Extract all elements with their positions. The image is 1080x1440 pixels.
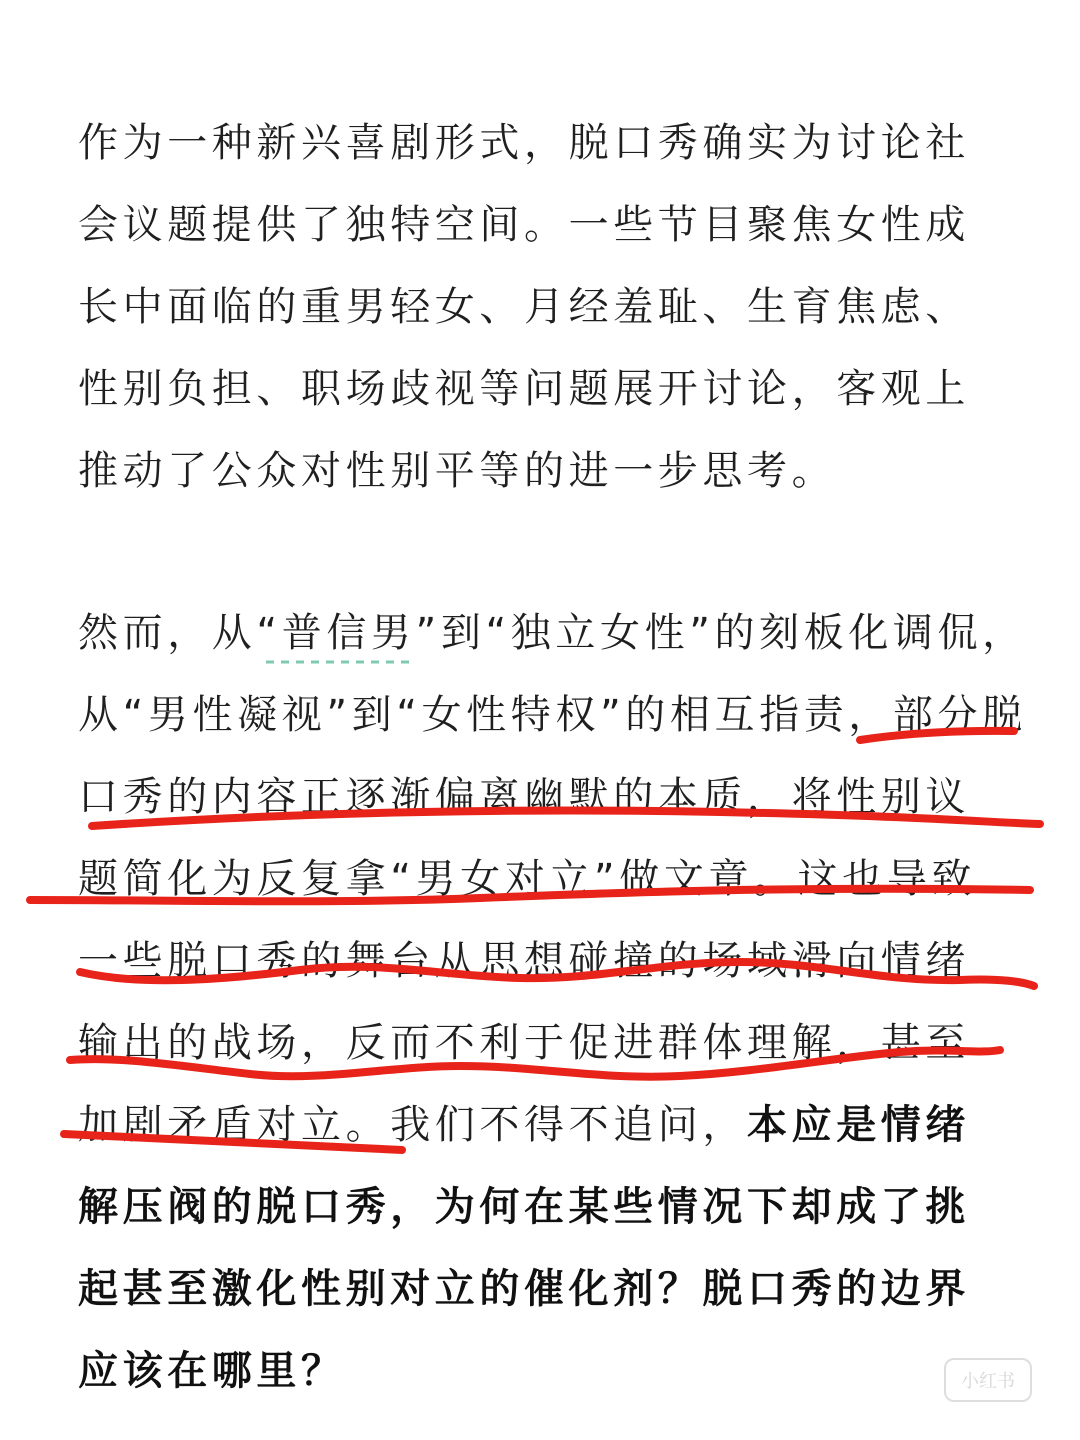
paragraph-1-line: 长中面临的重男轻女、月经羞耻、生育焦虑、 — [78, 284, 970, 330]
paragraph-1 — [78, 102, 1008, 512]
paragraph-2-line: 一些脱口秀的舞台从思想碰撞的场域滑向情绪 — [78, 938, 970, 984]
paragraph-1-line: 会议题提供了独特空间。一些节目聚焦女性成 — [78, 202, 970, 248]
keyword-link-puxinnan[interactable]: 普信男 — [281, 610, 416, 656]
paragraph-2-line: 题简化为反复拿“男女对立”做文章。这也导致 — [78, 856, 977, 902]
watermark-text: 小红书 — [961, 1371, 1015, 1392]
text-run: 然而，从“ — [78, 610, 282, 656]
paragraph-2-line — [78, 674, 1027, 756]
bold-text-run: 本应是情绪 — [747, 1102, 970, 1148]
paragraph-1-line: 性别负担、职场歧视等问题展开讨论，客观上 — [78, 366, 970, 412]
paragraph-2-line: 输出的战场，反而不利于促进群体理解，甚至 — [78, 1020, 970, 1066]
text-run: ”到“独立女性”的刻板化调侃， — [415, 610, 1027, 656]
paragraph-2-line-bold: 解压阀的脱口秀，为何在某些情况下却成了挑 — [78, 1184, 970, 1230]
paragraph-2-line — [78, 1084, 1008, 1166]
paragraph-2-line: 口秀的内容正逐渐偏离幽默的本质，将性别议 — [78, 774, 970, 820]
paragraph-2-line-bold: 起甚至激化性别对立的催化剂？脱口秀的边界 — [78, 1266, 970, 1312]
text-run: 加剧矛盾对立。我们不得不追问， — [78, 1102, 747, 1148]
paragraph-2-line — [78, 592, 1027, 674]
xiaohongshu-watermark-logo — [944, 1358, 1032, 1402]
text-run: 从“男性凝视”到“女性特权”的相互指责， — [78, 692, 893, 738]
paragraph-1-line: 作为一种新兴喜剧形式，脱口秀确实为讨论社 — [78, 120, 970, 166]
paragraph-1-line: 推动了公众对性别平等的进一步思考。 — [78, 448, 837, 494]
paragraph-2-line-bold: 应该在哪里？ — [78, 1348, 346, 1394]
paragraph-2 — [78, 592, 1027, 1412]
text-run: 部分脱 — [892, 692, 1027, 738]
